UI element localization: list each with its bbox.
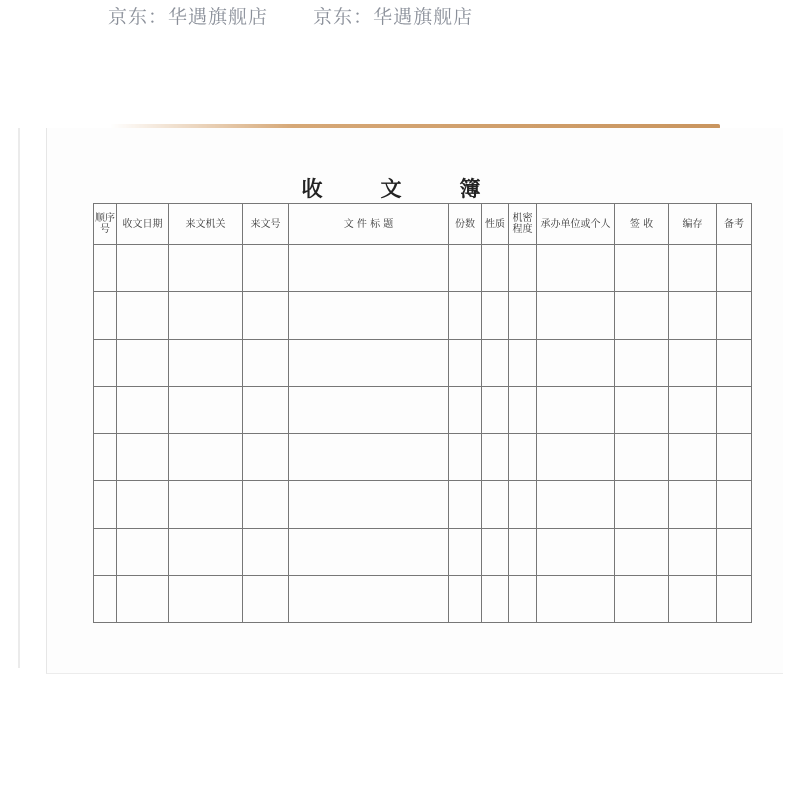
table-row bbox=[94, 528, 752, 575]
table-cell bbox=[289, 481, 449, 528]
table-cell bbox=[243, 245, 289, 292]
table-cell bbox=[669, 245, 717, 292]
table-cell bbox=[449, 292, 482, 339]
table-cell bbox=[169, 339, 243, 386]
table-cell bbox=[482, 292, 509, 339]
column-header: 份数 bbox=[449, 204, 482, 245]
table-cell bbox=[537, 528, 615, 575]
table-cell bbox=[289, 292, 449, 339]
table-cell bbox=[117, 434, 169, 481]
column-header: 机密程度 bbox=[509, 204, 537, 245]
table-cell bbox=[717, 575, 752, 622]
table-cell bbox=[169, 386, 243, 433]
table-cell bbox=[509, 245, 537, 292]
table-cell bbox=[482, 434, 509, 481]
table-cell bbox=[449, 528, 482, 575]
column-header: 备考 bbox=[717, 204, 752, 245]
column-header: 承办单位或个人 bbox=[537, 204, 615, 245]
table-cell bbox=[669, 575, 717, 622]
table-cell bbox=[169, 292, 243, 339]
table-cell bbox=[169, 481, 243, 528]
watermark-text-1: 京东：华遇旗舰店 bbox=[108, 6, 269, 28]
table-cell bbox=[482, 245, 509, 292]
table-cell bbox=[615, 528, 669, 575]
table-cell bbox=[289, 245, 449, 292]
table-cell bbox=[615, 575, 669, 622]
column-header: 来文号 bbox=[243, 204, 289, 245]
table-cell bbox=[615, 434, 669, 481]
column-header: 签 收 bbox=[615, 204, 669, 245]
ledger-body bbox=[94, 245, 752, 623]
table-cell bbox=[482, 575, 509, 622]
column-header: 来文机关 bbox=[169, 204, 243, 245]
table-cell bbox=[717, 528, 752, 575]
table-cell bbox=[117, 292, 169, 339]
column-header: 性质 bbox=[482, 204, 509, 245]
table-row bbox=[94, 575, 752, 622]
table-cell bbox=[669, 339, 717, 386]
table-cell bbox=[94, 292, 117, 339]
table-cell bbox=[449, 481, 482, 528]
table-cell bbox=[717, 481, 752, 528]
table-cell bbox=[117, 386, 169, 433]
table-cell bbox=[449, 339, 482, 386]
table-cell bbox=[482, 339, 509, 386]
table-cell bbox=[537, 481, 615, 528]
table-cell bbox=[243, 339, 289, 386]
table-cell bbox=[509, 386, 537, 433]
table-cell bbox=[117, 481, 169, 528]
table-row bbox=[94, 339, 752, 386]
table-cell bbox=[94, 386, 117, 433]
table-cell bbox=[117, 245, 169, 292]
table-cell bbox=[509, 339, 537, 386]
table-cell bbox=[169, 245, 243, 292]
table-cell bbox=[509, 575, 537, 622]
table-cell bbox=[289, 575, 449, 622]
table-cell bbox=[482, 528, 509, 575]
form-title: 收文簿 bbox=[301, 176, 539, 201]
table-cell bbox=[449, 245, 482, 292]
page-edge-shadow bbox=[18, 128, 20, 668]
table-cell bbox=[243, 292, 289, 339]
table-cell bbox=[537, 339, 615, 386]
table-cell bbox=[509, 434, 537, 481]
table-cell bbox=[717, 386, 752, 433]
table-cell bbox=[669, 481, 717, 528]
table-cell bbox=[243, 575, 289, 622]
column-header: 收文日期 bbox=[117, 204, 169, 245]
table-header-row bbox=[94, 204, 752, 245]
table-cell bbox=[94, 245, 117, 292]
table-cell bbox=[615, 386, 669, 433]
watermark-text-2: 京东：华遇旗舰店 bbox=[313, 6, 474, 28]
watermark bbox=[108, 2, 511, 29]
table-cell bbox=[717, 434, 752, 481]
table-cell bbox=[449, 386, 482, 433]
table-cell bbox=[94, 528, 117, 575]
table-cell bbox=[615, 339, 669, 386]
table-row bbox=[94, 481, 752, 528]
table-cell bbox=[615, 245, 669, 292]
column-header: 顺序号 bbox=[94, 204, 117, 245]
column-header: 编存 bbox=[669, 204, 717, 245]
table-cell bbox=[717, 292, 752, 339]
table-cell bbox=[243, 528, 289, 575]
table-cell bbox=[169, 434, 243, 481]
table-row bbox=[94, 292, 752, 339]
table-cell bbox=[509, 528, 537, 575]
table-cell bbox=[537, 292, 615, 339]
table-cell bbox=[243, 481, 289, 528]
table-cell bbox=[717, 245, 752, 292]
table-cell bbox=[117, 339, 169, 386]
table-cell bbox=[669, 528, 717, 575]
table-cell bbox=[509, 481, 537, 528]
table-cell bbox=[289, 339, 449, 386]
table-cell bbox=[289, 386, 449, 433]
table-cell bbox=[669, 386, 717, 433]
table-cell bbox=[669, 292, 717, 339]
table-cell bbox=[615, 481, 669, 528]
table-cell bbox=[615, 292, 669, 339]
column-header: 文 件 标 题 bbox=[289, 204, 449, 245]
table-cell bbox=[669, 434, 717, 481]
table-row bbox=[94, 386, 752, 433]
table-cell bbox=[449, 434, 482, 481]
table-cell bbox=[289, 528, 449, 575]
table-cell bbox=[482, 386, 509, 433]
table-cell bbox=[94, 339, 117, 386]
table-cell bbox=[169, 528, 243, 575]
table-cell bbox=[169, 575, 243, 622]
table-cell bbox=[94, 575, 117, 622]
table-cell bbox=[537, 575, 615, 622]
table-cell bbox=[537, 386, 615, 433]
table-cell bbox=[94, 481, 117, 528]
table-cell bbox=[243, 434, 289, 481]
table-cell bbox=[117, 575, 169, 622]
table-cell bbox=[243, 386, 289, 433]
table-cell bbox=[537, 434, 615, 481]
ledger-table bbox=[93, 203, 752, 623]
table-row bbox=[94, 245, 752, 292]
table-cell bbox=[537, 245, 615, 292]
table-cell bbox=[117, 528, 169, 575]
table-cell bbox=[94, 434, 117, 481]
table-row bbox=[94, 434, 752, 481]
table-cell bbox=[717, 339, 752, 386]
table-cell bbox=[449, 575, 482, 622]
table-cell bbox=[289, 434, 449, 481]
table-cell bbox=[482, 481, 509, 528]
table-cell bbox=[509, 292, 537, 339]
